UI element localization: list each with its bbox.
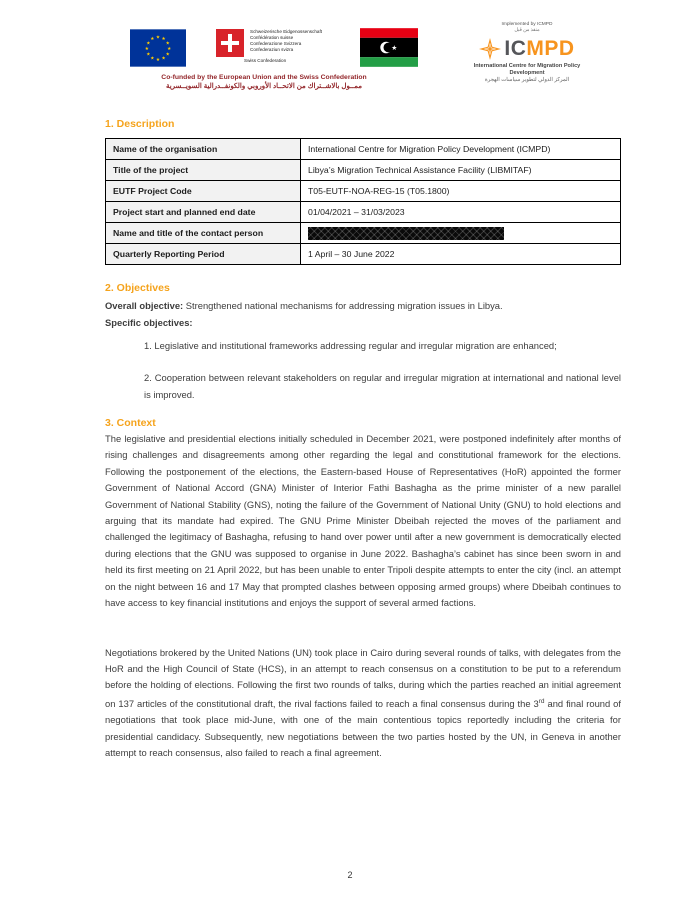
svg-text:★: ★	[146, 52, 151, 58]
svg-text:★: ★	[391, 44, 398, 53]
svg-text:★: ★	[161, 56, 166, 62]
implemented-by-arabic: منفذ من قبل	[514, 28, 540, 33]
svg-text:★: ★	[165, 52, 170, 58]
row-label: Quarterly Reporting Period	[106, 244, 301, 265]
libya-flag	[360, 28, 418, 72]
row-value: 1 April – 30 June 2022	[301, 244, 621, 265]
cofunded-text-en: Co-funded by the European Union and the Swiss Confederation	[161, 74, 367, 81]
overall-objective-label: Overall objective:	[105, 300, 184, 311]
table-row	[106, 202, 621, 223]
svg-text:★: ★	[155, 35, 161, 41]
row-label: EUTF Project Code	[106, 181, 301, 202]
row-value-redacted	[301, 223, 621, 244]
libya-flag-icon	[360, 28, 418, 67]
page-content	[105, 118, 621, 761]
svg-text:★: ★	[155, 58, 161, 64]
icmpd-compass-icon	[479, 38, 501, 60]
swiss-caption: Swiss Confederation	[244, 58, 287, 63]
svg-text:★: ★	[146, 41, 151, 47]
row-value: 01/04/2021 – 31/03/2023	[301, 202, 621, 223]
svg-text:★: ★	[165, 41, 170, 47]
context-paragraph-1: The legislative and presidential elections initially scheduled in December 2021, were postponed indefinitely after months of rising challenges and disagreements among other regarding the legal and constitutional framework for the elections. Following the postponement of the elections, the Eastern-based House of Representatives (HoR) appointed the former Government of National Accord (GNA) Minister of Interior Fathi Bashagha as the prime minister of a new parallel Government of National Stability (GNS), noting the failure of the Government of National Unity (GNU) to hold elections and arguing that its mandate had expired. The GNU Prime Minister Dbeibah rejected the moves of the parliament and challenged the legitimacy of Bashagha, refusing to hand over power until after a new government is democratically elected during elections that the GNU was supposed to organise in June 2022. Bashagha’s cabinet has since been sworn in and held its first meeting on 21 April 2022, but has been unable to enter Tripoli despite attempts to enter the city (incl. an attempt on the night between 16 and 17 May that prompted clashes between opposing armed groups) where Dbeibah continues to have access to key financial institutions and enjoys the support of several armed factions.	[105, 433, 621, 609]
ordinal-superscript: rd	[538, 697, 545, 705]
icmpd-wordmark: ICMPD	[504, 37, 575, 60]
objective-item-1: 1. Legislative and institutional frameworks addressing regular and irregular migration are enhanced;	[144, 339, 557, 351]
table-row	[106, 244, 621, 265]
row-value: International Centre for Migration Policy Development (ICMPD)	[301, 139, 621, 160]
swiss-line: Confederaziun svizra	[250, 47, 294, 52]
table-row	[106, 181, 621, 202]
svg-text:★: ★	[150, 37, 155, 43]
row-value: Libya’s Migration Technical Assistance Facility (LIBMITAF)	[301, 160, 621, 181]
swiss-line: Confederazione Svizzera	[250, 41, 302, 46]
icmpd-logo	[468, 22, 586, 84]
eu-flag	[130, 29, 186, 72]
row-label: Name of the organisation	[106, 139, 301, 160]
cofunded-text-ar: ممــول بالاشــتراك من الاتحــاد الأوروبي والكونفــدرالية السويــسرية	[165, 83, 363, 90]
section-heading-context: 3. Context	[105, 417, 156, 430]
svg-text:★: ★	[167, 46, 172, 52]
swiss-flag-icon	[216, 29, 244, 57]
swiss-line: Schweizerische Eidgenossenschaft	[250, 29, 323, 34]
table-row	[106, 223, 621, 244]
eu-flag-icon	[130, 29, 186, 67]
icmpd-subtitle: International Centre for Migration Policy Development	[473, 63, 581, 76]
row-label: Title of the project	[106, 160, 301, 181]
overall-objective-text: Strengthened national mechanisms for addressing migration issues in Libya.	[183, 300, 503, 311]
svg-text:★: ★	[150, 56, 155, 62]
context-paragraph-2: Negotiations brokered by the United Nations (UN) took place in Cairo during several rounds of talks, with delegates from the HoR and the High Council of State (HCS), in an attempt to reach consensus on a constitution to be put to a referendum before the holding of elections. Following the first two rounds of talks, during which the parties reached an initial agreement on 137 articles of the constitutional draft, the rival factions failed to reach a final consensus during the 3rd and final round of negotiations that took place mid-June, with one of the main contentious topics reportedly including the criteria for presidential candidacy. Subsequently, new negotiations between the two parties hosted by the UN, in Geneva in another attempt to reach consensus, also failed to reach a final agreement.	[105, 646, 621, 759]
svg-text:★: ★	[144, 46, 149, 52]
row-value: T05-EUTF-NOA-REG-15 (T05.1800)	[301, 181, 621, 202]
specific-objectives-label: Specific objectives:	[105, 317, 193, 329]
svg-text:★: ★	[161, 37, 166, 43]
cofunded-banner	[104, 73, 424, 92]
page-number: 2	[347, 870, 353, 880]
swiss-line: Confédération suisse	[250, 35, 294, 40]
implemented-by-text: Implemented by ICMPD	[501, 22, 553, 27]
description-table	[105, 138, 621, 265]
objective-item-2: 2. Cooperation between relevant stakeholders on regular and irregular migration at international and national level is improved.	[144, 372, 621, 400]
redaction-box	[308, 227, 504, 240]
swiss-confederation-logo	[216, 29, 322, 63]
table-row	[106, 139, 621, 160]
row-label: Name and title of the contact person	[106, 223, 301, 244]
section-heading-description: 1. Description	[105, 118, 175, 130]
table-row	[106, 160, 621, 181]
icmpd-subtitle-arabic: المركز الدولي لتطوير سياسات الهجرة	[484, 77, 570, 83]
overall-objective	[105, 298, 621, 314]
section-heading-objectives: 2. Objectives	[105, 282, 170, 294]
row-label: Project start and planned end date	[106, 202, 301, 223]
